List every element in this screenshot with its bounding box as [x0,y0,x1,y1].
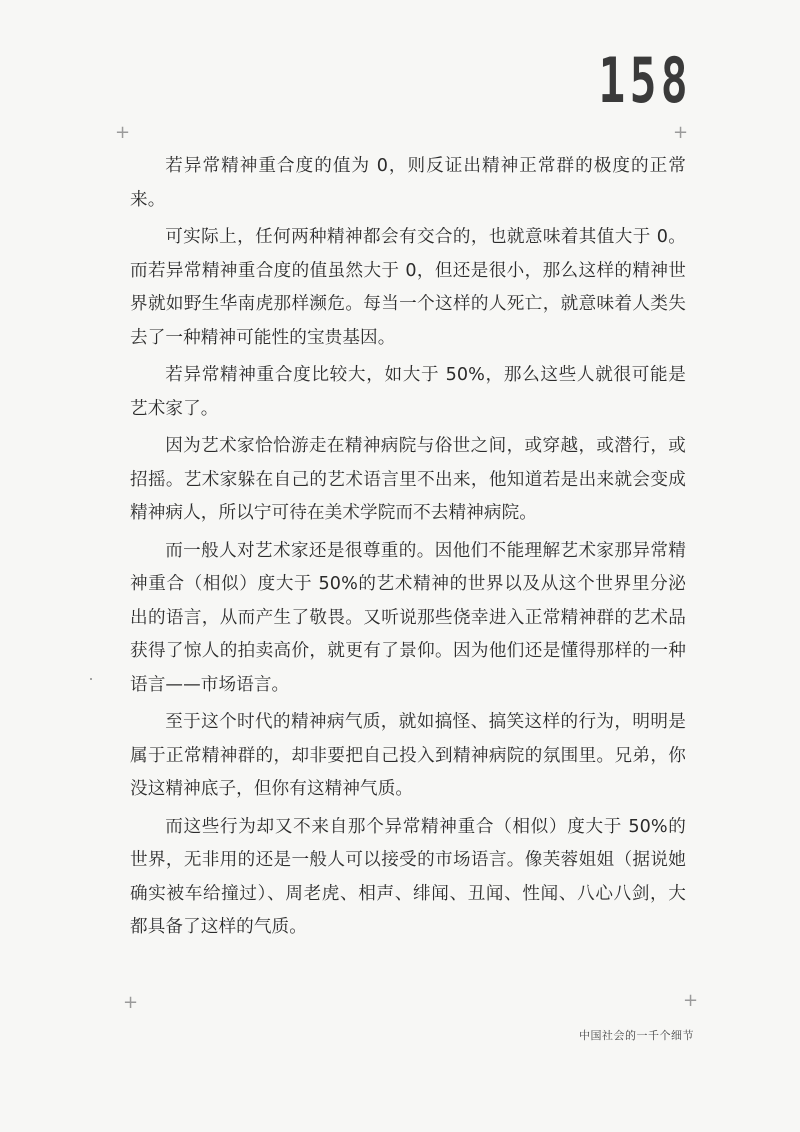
paragraph: 可实际上，任何两种精神都会有交合的，也就意味着其值大于 0。而若异常精神重合度的值虽然大于 0，但还是很小，那么这样的精神世界就如野生华南虎那样濒危。每当一个这样的人死亡，就意味着人类失去了一种精神可能性的宝贵基因。 [130,227,686,348]
scan-speck [90,678,92,680]
crop-mark-top-left: + [115,122,131,143]
page-number: 158 [598,44,692,117]
paragraph: 若异常精神重合度的值为 0，则反证出精神正常群的极度的正常来。 [130,156,686,210]
paragraph: 而一般人对艺术家还是很尊重的。因他们不能理解艺术家那异常精神重合（相似）度大于 50%的艺术精神的世界以及从这个世界里分泌出的语言，从而产生了敬畏。又听说那些侥幸进入正常精神群的艺术品获得了惊人的拍卖高价，就更有了景仰。因为他们还是懂得那样的一种语言——市场语言。 [130,540,686,695]
crop-mark-bottom-right: + [683,990,699,1011]
paragraph: 因为艺术家恰恰游走在精神病院与俗世之间，或穿越，或潜行，或招摇。艺术家躲在自己的艺术语言里不出来，他知道若是出来就会变成精神病人，所以宁可待在美术学院而不去精神病院。 [130,436,686,523]
crop-mark-top-right: + [673,122,689,143]
crop-mark-bottom-left: + [123,992,139,1013]
footer-book-title: 中国社会的一千个细节 [579,1029,694,1042]
paragraph: 而这些行为却又不来自那个异常精神重合（相似）度大于 50%的世界，无非用的还是一般人可以接受的市场语言。像芙蓉姐姐（据说她确实被车给撞过）、周老虎、相声、绯闻、丑闻、性闻、八心八剑，大都具备了这样的气质。 [130,816,686,937]
paragraph: 至于这个时代的精神病气质，就如搞怪、搞笑这样的行为，明明是属于正常精神群的，却非要把自己投入到精神病院的氛围里。兄弟，你没这精神底子，但你有这精神气质。 [130,712,686,799]
paragraph: 若异常精神重合度比较大，如大于 50%，那么这些人就很可能是艺术家了。 [130,365,686,419]
body-text [130,150,686,949]
